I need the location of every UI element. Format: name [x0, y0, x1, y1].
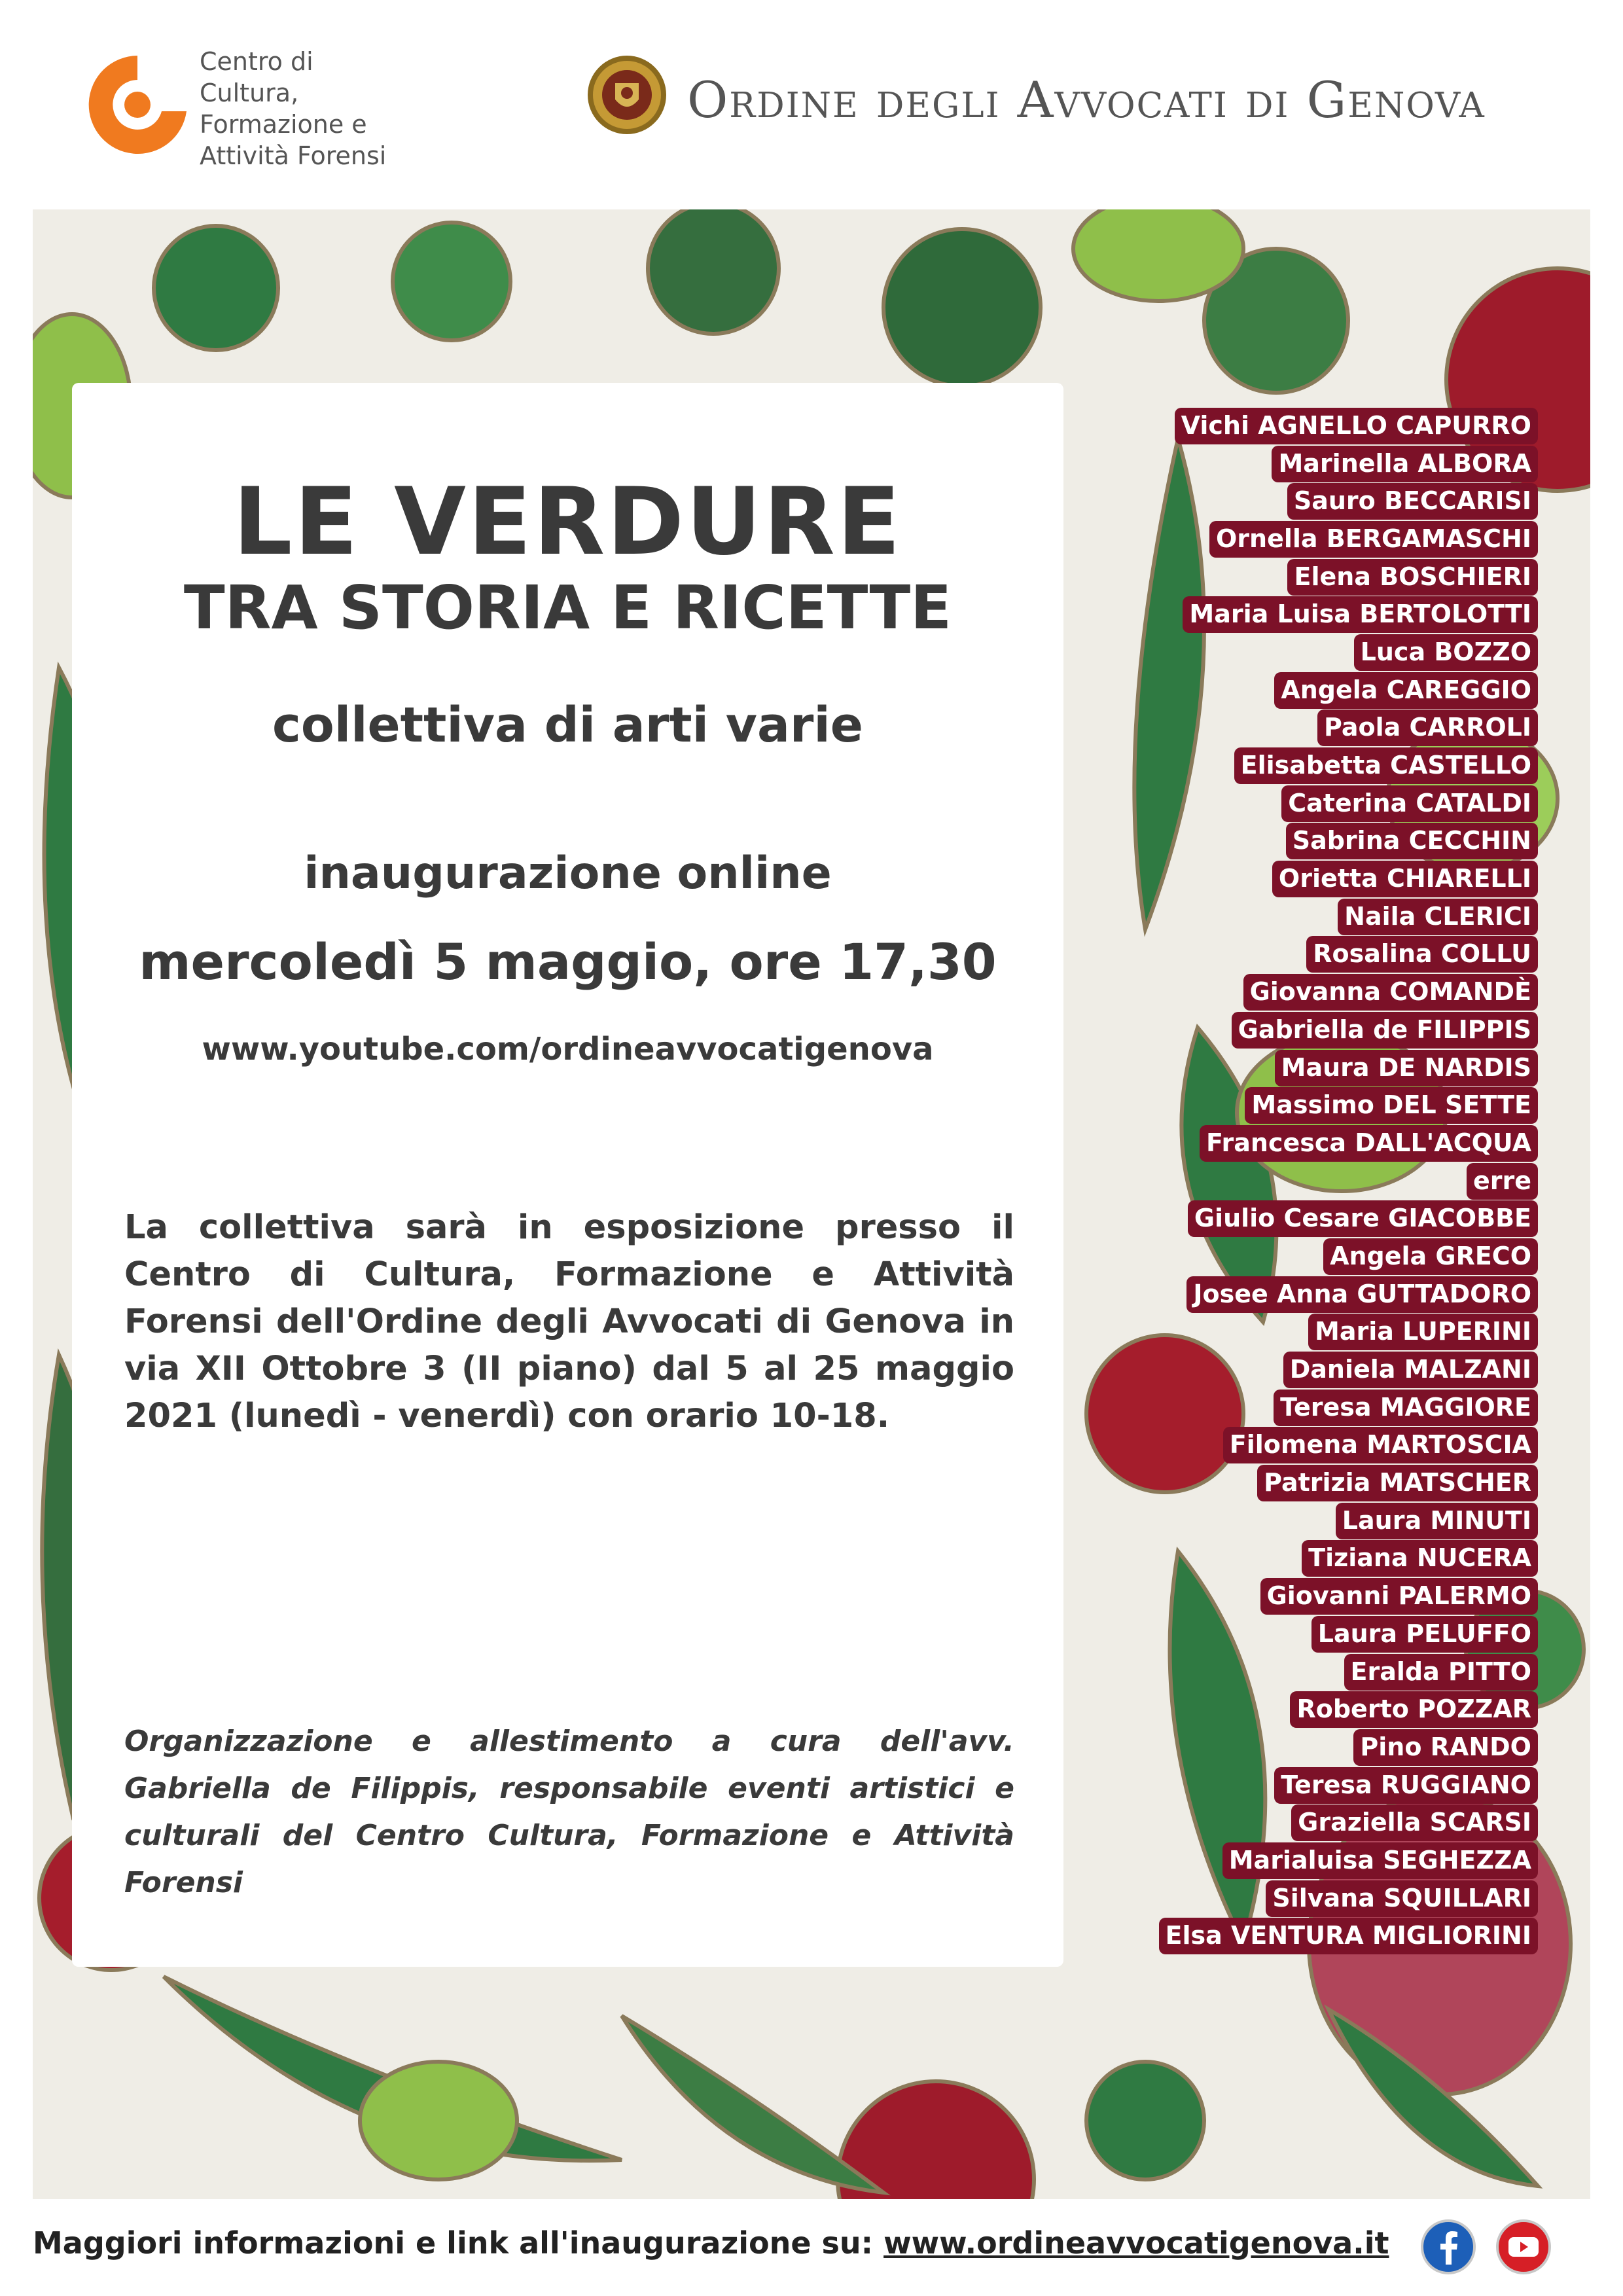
- artist-name: [1354, 634, 1538, 672]
- centro-logo-mark-icon: [82, 49, 193, 160]
- artist-label: Elsa VENTURA MIGLIORINI: [1159, 1918, 1538, 1954]
- artist-name: [1245, 1086, 1538, 1124]
- artist-label: Tiziana NUCERA: [1302, 1540, 1538, 1577]
- artist-label: Giovanna COMANDÈ: [1243, 974, 1538, 1011]
- description-text-end: 2021 (lunedì - venerdì) con orario 10-18.: [124, 1397, 890, 1435]
- artist-label: Maura DE NARDIS: [1275, 1050, 1538, 1086]
- artist-name: [1275, 1049, 1538, 1087]
- artist-name: [1186, 1276, 1538, 1314]
- facebook-icon[interactable]: [1420, 2219, 1476, 2275]
- artist-name: [1338, 898, 1538, 936]
- artist-label: Rosalina COLLU: [1306, 936, 1538, 973]
- ordine-avvocati-logo: [586, 52, 1541, 144]
- artist-name: [1287, 558, 1538, 596]
- artist-name: [1188, 1200, 1538, 1238]
- artist-name: [1467, 1162, 1538, 1200]
- artist-label: Graziella SCARSI: [1291, 1804, 1538, 1841]
- artist-label: Elisabetta CASTELLO: [1234, 747, 1538, 784]
- artist-label: Angela CAREGGIO: [1274, 672, 1538, 709]
- artist-name: [1209, 520, 1538, 558]
- description-dates: 5 al 25 maggio: [725, 1350, 1014, 1388]
- centro-logo-line: Formazione e: [200, 110, 367, 139]
- artist-name: [1257, 1464, 1538, 1502]
- artist-name: [1222, 1842, 1538, 1880]
- ordine-name: Ordine degli Avvocati di Genova: [687, 71, 1486, 129]
- footer-text: Maggiori informazioni e link all'inaugurazione su:: [33, 2225, 884, 2261]
- artist-name: [1336, 1502, 1538, 1540]
- artist-name: [1353, 1729, 1538, 1767]
- artist-label: erre: [1467, 1163, 1538, 1200]
- artist-label: Caterina CATALDI: [1281, 785, 1538, 822]
- artist-name: [1232, 1011, 1538, 1049]
- artist-label: Marialuisa SEGHEZZA: [1222, 1842, 1538, 1879]
- ordine-seal-icon: [586, 54, 668, 136]
- artist-label: Eralda PITTO: [1344, 1654, 1538, 1691]
- artist-label: Naila CLERICI: [1338, 899, 1538, 935]
- artist-label: Marinella ALBORA: [1272, 446, 1538, 482]
- artist-label: Orietta CHIARELLI: [1272, 861, 1538, 897]
- artist-name: [1272, 860, 1538, 898]
- centro-logo-line: Cultura,: [200, 79, 299, 107]
- artist-label: Teresa MAGGIORE: [1274, 1390, 1538, 1426]
- artist-name: [1302, 1540, 1538, 1578]
- artist-label: Sauro BECCARISI: [1287, 483, 1538, 520]
- artist-name: [1308, 1314, 1538, 1352]
- artist-name: [1281, 785, 1538, 823]
- centro-logo-line: Attività Forensi: [200, 141, 387, 170]
- event-tagline: collettiva di arti varie: [272, 697, 863, 753]
- footer-info: [33, 2225, 1389, 2265]
- centro-cultura-logo: [82, 46, 448, 170]
- artist-label: Silvana SQUILLARI: [1266, 1880, 1538, 1917]
- artist-name: [1260, 1577, 1538, 1615]
- artist-name: [1223, 1427, 1538, 1465]
- artist-label: Paola CARROLI: [1317, 709, 1538, 746]
- artist-label: Daniela MALZANI: [1283, 1352, 1538, 1388]
- centro-logo-text: [200, 46, 461, 171]
- artist-label: Maria LUPERINI: [1308, 1314, 1538, 1350]
- organizer-credits: Organizzazione e allestimento a cura dell'avv. Gabriella de Filippis, responsabile eventi artistici e culturali del Centro Cultura, Formazione e Attività Forensi: [124, 1725, 1014, 1899]
- artist-name: [1290, 1691, 1538, 1729]
- description-text: La collettiva sarà in esposizione presso il Centro di Cultura, Formazione e Attività Forensi dell'Ordine degli Avvocati di Genova in via XII Ottobre 3 (II piano) dal: [124, 1208, 1014, 1388]
- info-panel: [72, 383, 1063, 1967]
- centro-logo-line: Centro di: [200, 47, 313, 76]
- artist-label: Laura MINUTI: [1336, 1503, 1538, 1539]
- artist-label: Vichi AGNELLO CAPURRO: [1175, 408, 1538, 444]
- artist-name: [1183, 596, 1538, 634]
- artist-label: Massimo DEL SETTE: [1245, 1087, 1538, 1124]
- artist-label: Angela GRECO: [1323, 1238, 1538, 1275]
- artist-label: Patrizia MATSCHER: [1257, 1465, 1538, 1501]
- artist-name: [1286, 823, 1538, 861]
- artist-name: [1243, 973, 1538, 1011]
- artist-label: Francesca DALL'ACQUA: [1200, 1125, 1538, 1162]
- artist-label: Josee Anna GUTTADORO: [1186, 1276, 1538, 1313]
- inauguration-date: mercoledì 5 maggio, ore 17,30: [139, 933, 997, 991]
- artist-name: [1274, 1767, 1538, 1804]
- artist-label: Ornella BERGAMASCHI: [1209, 521, 1538, 558]
- artist-name: [1317, 709, 1538, 747]
- artist-label: Luca BOZZO: [1354, 634, 1538, 671]
- artist-name: [1274, 672, 1538, 709]
- artist-name: [1287, 482, 1538, 520]
- youtube-link[interactable]: www.youtube.com/ordineavvocatigenova: [202, 1031, 934, 1067]
- artist-name: [1266, 1880, 1538, 1918]
- artist-name: [1175, 407, 1538, 445]
- artist-name: [1234, 747, 1538, 785]
- artist-label: Elena BOSCHIERI: [1287, 559, 1538, 596]
- artist-label: Sabrina CECCHIN: [1286, 823, 1538, 859]
- artist-name: [1344, 1653, 1538, 1691]
- artist-name: [1311, 1615, 1538, 1653]
- artist-label: Giulio Cesare GIACOBBE: [1188, 1200, 1538, 1237]
- artists-list: [1080, 407, 1538, 1955]
- website-link[interactable]: www.ordineavvocatigenova.it: [883, 2225, 1389, 2261]
- exhibition-description: [124, 1204, 1014, 1440]
- artist-label: Teresa RUGGIANO: [1274, 1767, 1538, 1804]
- artist-name: [1274, 1389, 1538, 1427]
- artist-name: [1283, 1351, 1538, 1389]
- inauguration-label: inaugurazione online: [304, 848, 832, 899]
- artist-name: [1159, 1918, 1538, 1956]
- artist-label: Laura PELUFFO: [1311, 1616, 1538, 1653]
- artist-name: [1323, 1238, 1538, 1276]
- artist-label: Gabriella de FILIPPIS: [1232, 1012, 1538, 1049]
- artist-label: Giovanni PALERMO: [1260, 1578, 1538, 1615]
- artist-name: [1306, 936, 1538, 974]
- event-subtitle: TRA STORIA E RICETTE: [183, 573, 952, 643]
- youtube-icon[interactable]: [1495, 2219, 1552, 2275]
- artist-name: [1200, 1124, 1538, 1162]
- artist-label: Filomena MARTOSCIA: [1223, 1427, 1538, 1463]
- artist-label: Maria Luisa BERTOLOTTI: [1183, 596, 1538, 633]
- artist-name: [1272, 445, 1538, 483]
- event-title: LE VERDURE: [233, 468, 902, 576]
- artist-label: Roberto POZZAR: [1290, 1691, 1538, 1728]
- artist-label: Pino RANDO: [1353, 1729, 1538, 1766]
- artist-name: [1291, 1804, 1538, 1842]
